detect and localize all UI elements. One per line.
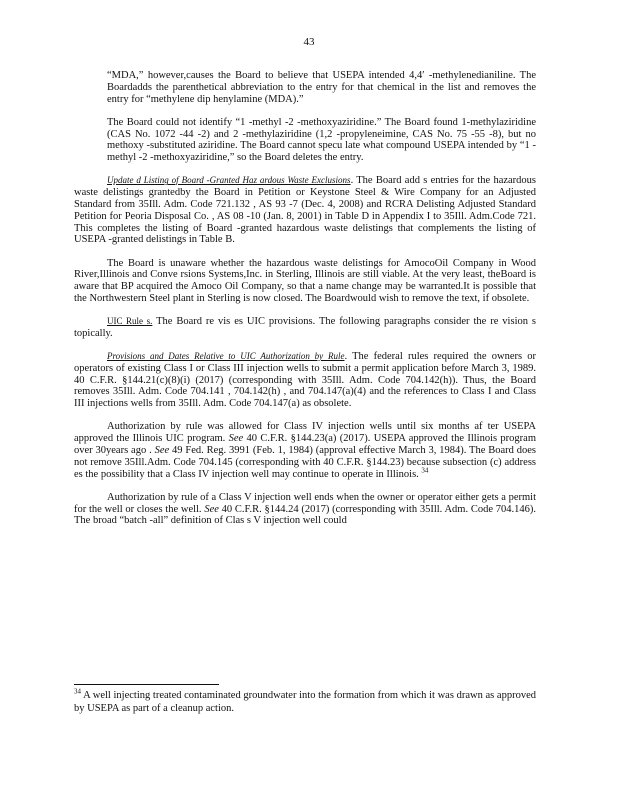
paragraph-delistings-text: . The Board add s entries for the hazardous waste delistings grantedby the Board in Petition or Keystone Steel & Wire Company for an Adjusted Standard from 35Ill. Adm. Code 721.132 , AS 93 -7 (Dec. 4, 2008) and RCRA Delisting Adjusted Standard Petition for Peoria Disposal Co. , AS 08 -10 (Jan. 8, 2001) in Table D in Appendix I to 35Ill. Adm.Code 721. This completes the listing of Board -granted hazardous waste delistings that complements the listing of USEPA -granted delistings in Table B. <box>74 175 537 246</box>
citation-signal-see-2: See <box>154 445 170 457</box>
paragraph-mda: “MDA,” however,causes the Board to believe that USEPA intended 4,4′ -methylenedianiline. The Boardadds the parenthetical abbreviation to the entry for that chemical in the list and removes the entry for “methylene dip henylamine (MDA).” <box>107 70 536 105</box>
paragraph-class-v-text-b: 40 C.F.R. §144.24 (2017) (corresponding with 35Ill. Adm. Code 704.146). The broad “batch -all” definition of Clas s V injection well could <box>74 503 536 527</box>
paragraph-class-v <box>74 492 536 527</box>
paragraph-class-iv-text-b: 40 C.F.R. §144.23(a) (2017). USEPA approved the Illinois program over 30years ago . <box>74 433 536 457</box>
document-body <box>74 70 536 539</box>
heading-uic-rules: UIC Rule s. <box>107 316 153 327</box>
paragraph-delistings <box>74 175 536 246</box>
footnote-divider <box>74 684 219 685</box>
footnote-number: 34 <box>74 687 81 696</box>
footnote <box>74 689 536 715</box>
paragraph-class-v-text-a: Authorization by rule of a Class V injection well ends when the owner or operator either gets a permit for the well or closes the well. <box>74 491 536 515</box>
paragraph-uic-authorization-text: . The federal rules required the owners or operators of existing Class I or Class III injection wells to submit a permit application before March 3, 1989. 40 C.F.R. §144.21(c)(8)(i) (2017) (corresponding with 35Ill. Adm. Code 704.142(h)). Thus, the Board removes 35Ill. Adm. Code 704.141 , 704.142(h) , and 704.147(a)(4) and the references to Class I and Class III injections wells from 35Ill. Adm. Code 704.147(a) as obsolete. <box>74 351 536 410</box>
page-number: 43 <box>303 36 315 48</box>
citation-signal-see: See <box>228 433 244 445</box>
citation-signal-see-3: See <box>204 503 219 515</box>
heading-uic-authorization: Provisions and Dates Relative to UIC Authorization by Rule <box>107 351 345 362</box>
paragraph-uic-rules <box>74 316 536 340</box>
paragraph-uic-rules-text: The Board re vis es UIC provisions. The following paragraphs consider the re vision s topically. <box>74 316 536 339</box>
paragraph-class-iv <box>74 421 536 480</box>
paragraph-uic-authorization <box>74 351 536 410</box>
paragraph-class-iv-text-a: Authorization by rule was allowed for Class IV injection wells until six months af ter USEPA approved the Illinois UIC program. <box>74 421 536 445</box>
paragraph-amoco: The Board is unaware whether the hazardous waste delistings for AmocoOil Company in Wood River,Illinois and Conve rsions Systems,Inc. in Sterling, Illinois are still viable. At the very least, theBoard is aware that BP acquired the Amoco Oil Company, so that a name change may be warranted.It is possible that the Northwestern Steel plant in Sterling is now closed. The Boardwould wish to remove the text, if obsolete. <box>74 257 536 304</box>
paragraph-class-iv-text-c: 49 Fed. Reg. 3991 (Feb. 1, 1984) (approval effective March 3, 1984). The Board does not remove 35Ill.Adm. Code 704.145 (corresponding with 40 C.F.R. §144.23) because subsection (c) address es the possibility that a Class IV injection well may continue to operate in Illinois. <box>74 445 536 480</box>
paragraph-aziridine: The Board could not identify “1 -methyl -2 -methoxyaziridine.” The Board found 1-methylaziridine (CAS No. 1072 -44 -2) and 2 -methylaziridine (1,2 -propyleneimine, CAS No. 75 -55 -8), but no methoxy -substituted aziridine. The Board cannot specu late what compound USEPA intended by “1 -methyl -2 -methoxyaziridine,” so the Board deletes the entry. <box>107 116 536 164</box>
footnote-text: A well injecting treated contaminated groundwater into the formation from which it was drawn as approved by USEPA as part of a cleanup action. <box>74 690 536 714</box>
heading-delistings: Update d Listing of Board -Granted Haz ardous Waste Exclusions <box>107 175 351 186</box>
footnote-reference[interactable]: 34 <box>421 466 429 475</box>
